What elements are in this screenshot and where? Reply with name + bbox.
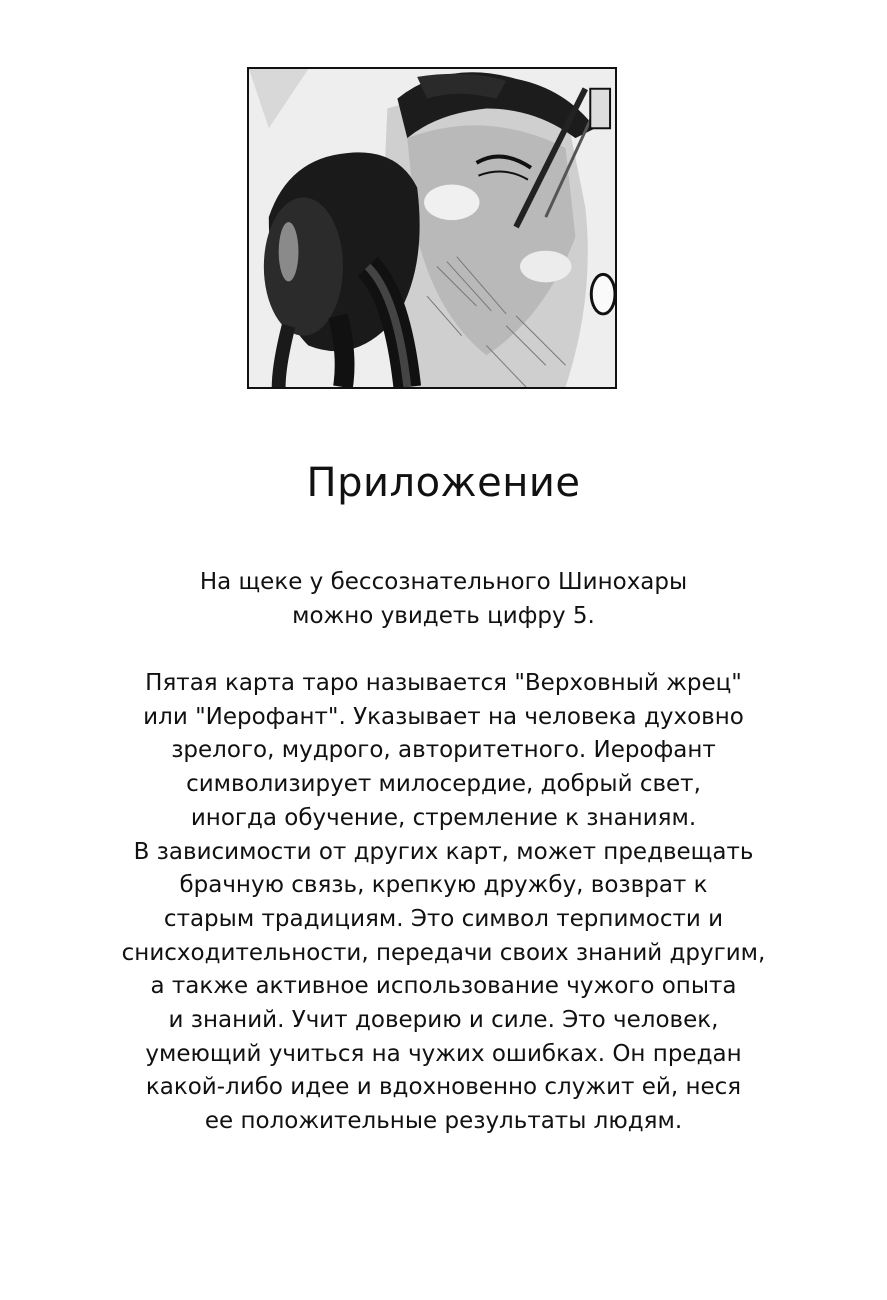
intro-line: можно увидеть цифру 5.	[292, 602, 595, 629]
description-line: зрелого, мудрого, авторитетного. Иерофант	[171, 737, 716, 764]
description-line: брачную связь, крепкую дружбу, возврат к	[179, 872, 708, 899]
panel-artwork	[249, 69, 615, 387]
intro-line: На щеке у бессознательного Шинохары	[199, 569, 688, 595]
page-title: Приложение	[306, 460, 581, 506]
description-line: какой-либо идее и вдохновенно служит ей, неся	[145, 1074, 742, 1101]
tarot-description-paragraph	[0, 667, 887, 1139]
description-line: и знаний. Учит доверию и силе. Это человек,	[168, 1007, 719, 1034]
description-line: умеющий учиться на чужих ошибках. Он предан	[145, 1040, 742, 1067]
description-line: ее положительные результаты людям.	[204, 1108, 683, 1135]
description-line: Пятая карта таро называется "Верховный жрец"	[145, 670, 742, 696]
description-line: или "Иерофант". Указывает на человека духовно	[143, 703, 744, 730]
description-line: символизирует милосердие, добрый свет,	[186, 771, 701, 798]
description-line: старым традициям. Это символ терпимости и	[163, 905, 724, 932]
description-line: снисходительности, передачи своих знаний другим,	[121, 939, 766, 966]
manga-panel-illustration	[247, 67, 617, 389]
description-line: В зависимости от других карт, может предвещать	[133, 838, 754, 865]
description-line: а также активное использование чужого опыта	[150, 973, 737, 1000]
description-line: иногда обучение, стремление к знаниям.	[190, 804, 697, 831]
intro-paragraph	[0, 566, 887, 633]
